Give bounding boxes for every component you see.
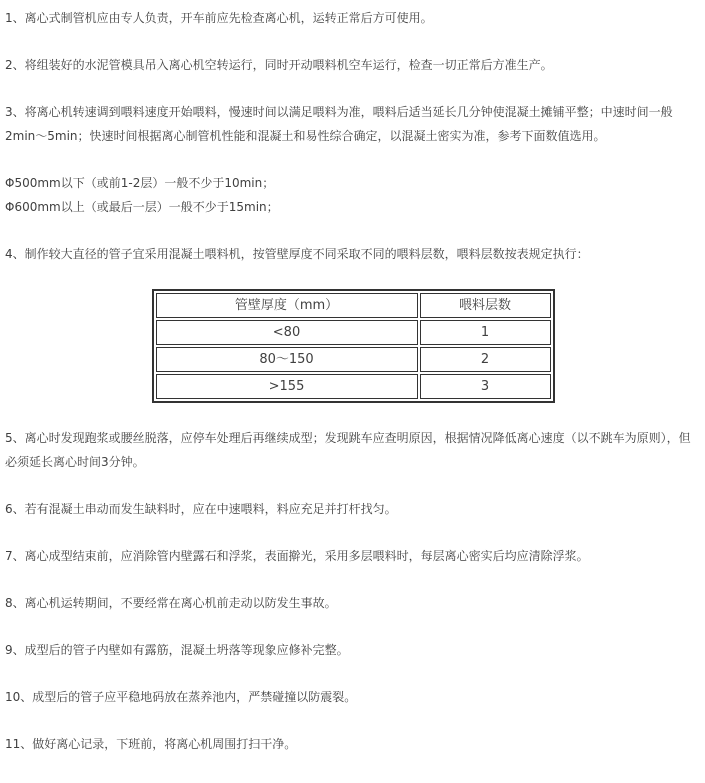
table-cell-thickness: 80～150 bbox=[156, 347, 418, 372]
paragraph-item-11: 11、做好离心记录，下班前，将离心机周围打扫干净。 bbox=[5, 737, 297, 751]
paragraph-item-2: 2、将组装好的水泥管模具吊入离心机空转运行，同时开动喂料机空车运行，检查一切正常后方准生产。 bbox=[5, 58, 553, 72]
paragraph-item-6: 6、若有混凝土串动而发生缺料时，应在中速喂料，料应充足并打杆找匀。 bbox=[5, 502, 397, 516]
feed-layers-table bbox=[152, 289, 555, 403]
paragraph-item-1: 1、离心式制管机应由专人负责，开车前应先检查离心机，运转正常后方可使用。 bbox=[5, 11, 433, 25]
table-cell-layers: 3 bbox=[420, 374, 551, 399]
table-row bbox=[156, 374, 551, 399]
table-row bbox=[156, 320, 551, 345]
table-cell-thickness: <80 bbox=[156, 320, 418, 345]
table-header-feed-layers: 喂料层数 bbox=[420, 293, 551, 318]
spec-line-diameter-500: Φ500mm以下（或前1-2层）一般不少于10min； bbox=[5, 176, 275, 190]
paragraph-item-9: 9、成型后的管子内壁如有露筋，混凝土坍落等现象应修补完整。 bbox=[5, 643, 349, 657]
centrifuge-time-spec bbox=[5, 171, 701, 219]
table-cell-layers: 1 bbox=[420, 320, 551, 345]
paragraph-item-10: 10、成型后的管子应平稳地码放在蒸养池内，严禁碰撞以防震裂。 bbox=[5, 690, 357, 704]
table-header-row bbox=[156, 293, 551, 318]
paragraph-item-7: 7、离心成型结束前，应消除管内壁露石和浮浆，表面擀光，采用多层喂料时，每层离心密实后均应清除浮浆。 bbox=[5, 549, 589, 563]
table-row bbox=[156, 347, 551, 372]
paragraph-item-3: 3、将离心机转速调到喂料速度开始喂料，慢速时间以满足喂料为准，喂料后适当延长几分钟使混凝土摊铺平整；中速时间一般2min～5min；快速时间根据离心制管机性能和混凝土和易性综合确定，以混凝土密实为准，参考下面数值选用。 bbox=[5, 105, 673, 143]
table-header-wall-thickness: 管壁厚度（mm） bbox=[156, 293, 418, 318]
paragraph-item-8: 8、离心机运转期间，不要经常在离心机前走动以防发生事故。 bbox=[5, 596, 337, 610]
paragraph-item-4: 4、制作较大直径的管子宜采用混凝土喂料机，按管壁厚度不同采取不同的喂料层数，喂料层数按表规定执行： bbox=[5, 247, 589, 261]
table-cell-thickness: >155 bbox=[156, 374, 418, 399]
table-cell-layers: 2 bbox=[420, 347, 551, 372]
paragraph-item-5: 5、离心时发现跑浆或腰丝脱落，应停车处理后再继续成型；发现跳车应查明原因，根据情况降低离心速度（以不跳车为原则），但必须延长离心时间3分钟。 bbox=[5, 431, 691, 469]
spec-line-diameter-600: Φ600mm以上（或最后一层）一般不少于15min； bbox=[5, 200, 279, 214]
